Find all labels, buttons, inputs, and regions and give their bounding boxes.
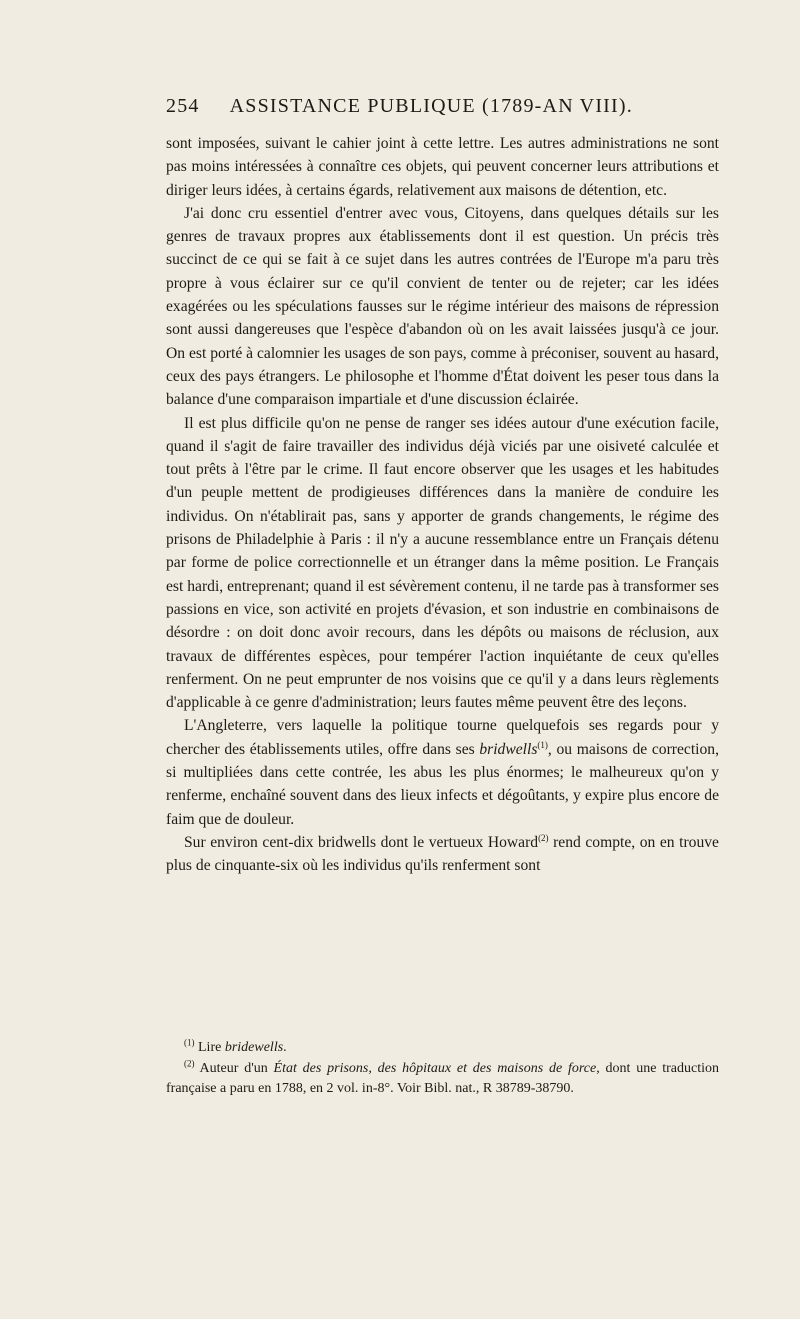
footnote-text: , dont une traduction française a paru en 1788, en 2 vol. in-8°. Voir Bibl. nat., R 38789-38790. [166,1060,719,1096]
footnote-text: . [283,1040,287,1055]
footnotes [166,1038,719,1100]
running-header [166,95,686,118]
page-number: 254 [166,95,200,117]
italic-term: bridewells [224,1040,284,1055]
paragraph-text: rend compte, on en trouve plus de cinquante-six où les individus qu'ils renferment sont [166,833,719,875]
footnote-ref: (2) [538,832,549,843]
paragraph: J'ai donc cru essentiel d'entrer avec vous, Citoyens, dans quelques détails sur les genres de travaux propres aux établissements dont il est question. Un précis très succinct de ce qui se fait à ce sujet dans les autres contrées de l'Europe m'a paru très propre à vous éclairer sur ce qu'il convient de tenter ou de rejeter; car les idées exagérées ou les spéculations fausses sur le régime intérieur des maisons de répression sont aussi dangereuses que l'espèce d'abandon où on les avait laissées jusqu'à ce jour. On est porté à calomnier les usages de son pays, comme à préconiser, souvent au hasard, ceux des pays étrangers. Le philosophe et l'homme d'État doivent les peser tous dans la balance d'une comparaison impartiale et d'une discussion éclairée. [166,204,719,409]
paragraph: sont imposées, suivant le cahier joint à cette lettre. Les autres administrations ne sont pas moins intéressées à connaître ces objets, qui peuvent concerner leurs attributions et diriger leurs idées, à certains égards, relativement aux maisons de détention, etc. [166,135,719,199]
paragraph-text: Sur environ cent-dix bridwells dont le vertueux Howard [184,833,539,851]
paragraph-text: L'Angleterre, vers laquelle la politique tourne quelquefois ses regards pour y chercher des établissements utiles, offre dans ses [166,717,719,758]
running-title: ASSISTANCE PUBLIQUE (1789-AN VIII). [229,95,633,117]
paragraph [166,831,719,878]
paragraph: Il est plus difficile qu'on ne pense de ranger ses idées autour d'une exécution facile, quand il s'agit de faire travailler des individus déjà viciés par une oisiveté calculée et tout prêts à l'être par le crime. Il faut encore observer que les usages et les habitudes d'un peuple mettent de prodigieuses différences dans la manière de conduire les individus. On n'établirait pas, sans y apporter de grands changements, le régime des prisons de Philadelphie à Paris : il n'y a aucune ressemblance entre un Français détenu par forme de police correctionnelle et un étranger dans la même position. Le Français est hardi, entreprenant; quand il est sévèrement contenu, il ne tarde pas à transformer ses passions en vice, son activité en projets d'évasion, et son industrie en combinaisons de désordre : on doit donc avoir recours, dans les dépôts ou maisons de réclusion, aux travaux de différentes espèces, pour tempérer l'action inquiétante de ceux qu'elles renferment. On ne peut emprunter de nos voisins que ce qu'il y a dans leurs règlements d'applicable à ce genre d'administration; leurs fautes même peuvent être des leçons. [166,414,719,712]
footnote-marker: (1) [184,1037,195,1048]
footnote-ref: (1) [537,739,548,750]
footnote [166,1059,719,1100]
footnote [166,1038,719,1059]
paragraph-text: , ou maisons de correction, si multipliées dans cette contrée, les abus les plus énormes; le malheureux qu'on y renferme, enchaîné souvent dans des lieux infects et dégoûtants, y expire plus encore de faim que de douleur. [166,740,719,828]
footnote-marker: (2) [184,1057,195,1068]
italic-term: bridwells [479,740,538,758]
italic-title: État des prisons, des hôpitaux et des maisons de force [273,1060,597,1076]
footnote-text: Lire [194,1040,225,1055]
paragraph [166,714,719,830]
body-text [166,132,719,878]
footnote-text: Auteur d'un [194,1060,274,1076]
